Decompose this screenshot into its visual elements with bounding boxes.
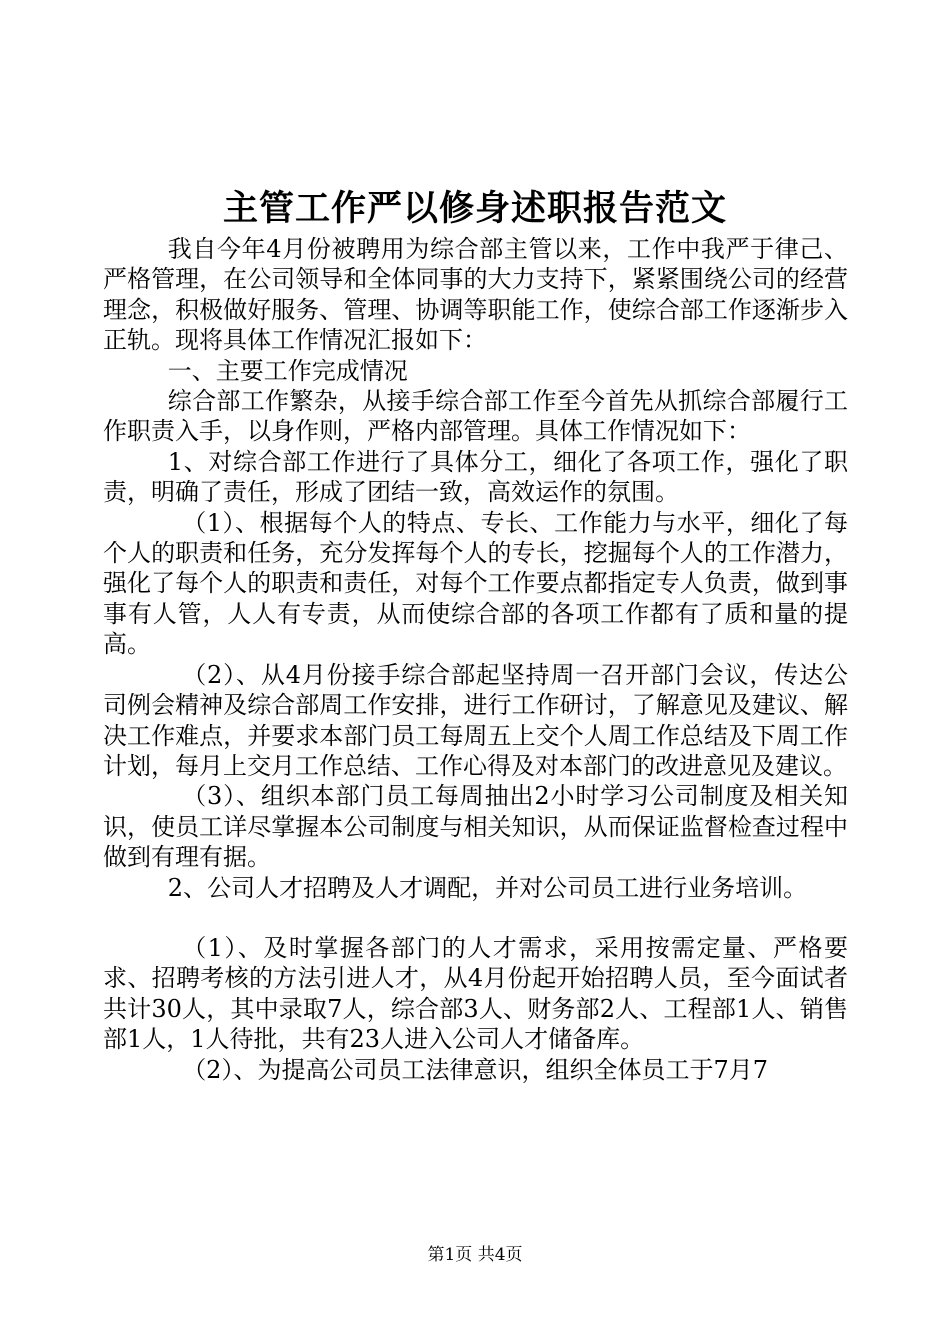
paragraph-item-1-sub-2: （2）、从4月份接手综合部起坚持周一召开部门会议，传达公司例会精神及综合部周工作安排，进行工作研讨，了解意见及建议、解决工作难点，并要求本部门员工每周五上交个人周工作总结及下周工作计划，每月上交月工作总结、工作心得及对本部门的改进意见及建议。	[103, 660, 848, 780]
paragraph-item-1-sub-1: （1）、根据每个人的特点、专长、工作能力与水平，细化了每个人的职责和任务，充分发挥每个人的专长，挖掘每个人的工作潜力，强化了每个人的职责和责任，对每个工作要点都指定专人负责，做到事事有人管，人人有专责，从而使综合部的各项工作都有了质和量的提高。	[103, 508, 848, 659]
paragraph-item-1-sub-3: （3）、组织本部门员工每周抽出2小时学习公司制度及相关知识，使员工详尽掌握本公司制度与相关知识，从而保证监督检查过程中做到有理有据。	[103, 782, 848, 872]
document-body	[103, 234, 848, 1085]
paragraph-item-1: 1、对综合部工作进行了具体分工，细化了各项工作，强化了职责，明确了责任，形成了团结一致，高效运作的氛围。	[103, 447, 848, 507]
paragraph-work-overview: 综合部工作繁杂，从接手综合部工作至今首先从抓综合部履行工作职责入手，以身作则，严格内部管理。具体工作情况如下：	[103, 387, 848, 446]
paragraph-item-2: 2、公司人才招聘及人才调配，并对公司员工进行业务培训。	[167, 873, 808, 902]
paragraph-item-2-sub-1: （1）、及时掌握各部门的人才需求，采用按需定量、严格要求、招聘考核的方法引进人才，从4月份起开始招聘人员，至今面试者共计30人，其中录取7人，综合部3人、财务部2人、工程部1人、销售部1人，1人待批，共有23人进入公司人才储备库。	[103, 933, 848, 1054]
paragraph-intro: 我自今年4月份被聘用为综合部主管以来，工作中我严于律己、严格管理，在公司领导和全体同事的大力支持下，紧紧围绕公司的经营理念，积极做好服务、管理、协调等职能工作，使综合部工作逐渐步入正轨。现将具体工作情况汇报如下：	[103, 235, 848, 355]
section-heading-main-work: 一、主要工作完成情况	[167, 356, 408, 385]
document-title: 主管工作严以修身述职报告范文	[222, 188, 727, 229]
paragraph-spacer	[103, 903, 848, 933]
paragraph-item-2-sub-2: （2）、为提高公司员工法律意识，组织全体员工于7月7	[182, 1055, 768, 1084]
page-number-footer: 第1页 共4页	[427, 1245, 523, 1265]
